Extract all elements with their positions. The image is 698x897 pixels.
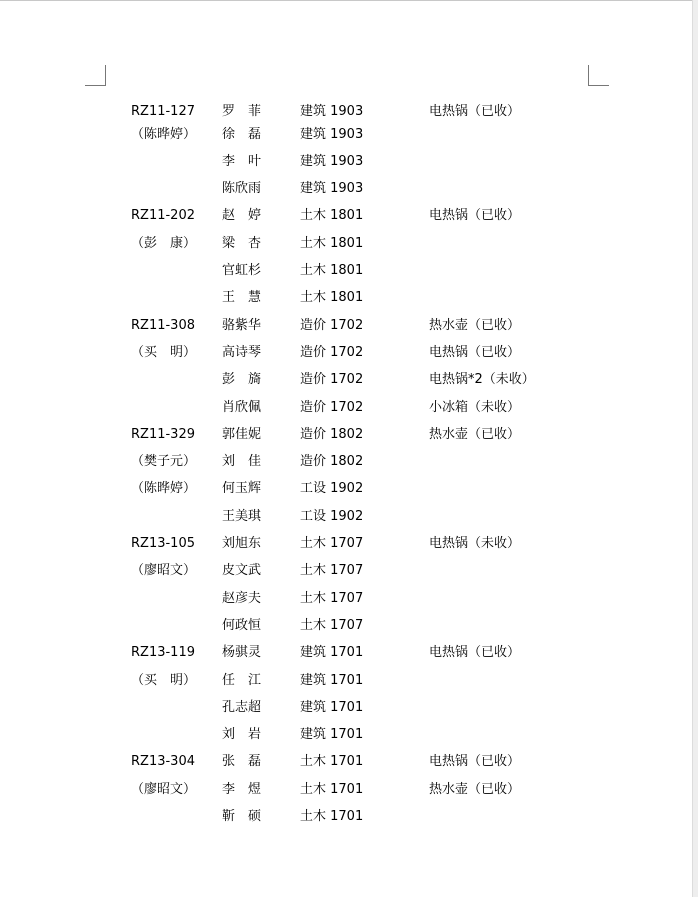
- student-name: 陈欣雨: [222, 181, 262, 196]
- room-label: （廖昭文）: [131, 563, 197, 578]
- class-label: 造价 1702: [300, 372, 364, 387]
- item-label: 热水壶（已收）: [429, 318, 521, 333]
- room-label: （廖昭文）: [131, 782, 197, 797]
- table-row: [0, 616, 698, 636]
- class-label: 建筑 1903: [300, 104, 364, 119]
- item-label: 电热锅（已收）: [429, 754, 521, 769]
- student-name: 赵 婷: [222, 208, 262, 223]
- student-name: 何政恒: [222, 618, 262, 633]
- student-name: 任 江: [222, 673, 262, 688]
- room-label: （彭 康）: [131, 236, 197, 251]
- class-label: 建筑 1701: [300, 727, 364, 742]
- room-label: RZ11-202: [131, 208, 195, 223]
- room-label: （买 明）: [131, 673, 197, 688]
- student-name: 何玉辉: [222, 481, 262, 496]
- class-label: 建筑 1903: [300, 154, 364, 169]
- room-label: RZ13-105: [131, 536, 195, 551]
- table-row: [0, 561, 698, 581]
- student-name: 徐 磊: [222, 127, 262, 142]
- class-label: 工设 1902: [300, 481, 364, 496]
- item-label: 热水壶（已收）: [429, 782, 521, 797]
- class-label: 土木 1707: [300, 618, 364, 633]
- page-top-border: [0, 0, 698, 1]
- class-label: 土木 1701: [300, 782, 364, 797]
- student-name: 赵彦夫: [222, 591, 262, 606]
- table-row: [0, 507, 698, 527]
- student-name: 皮文武: [222, 563, 262, 578]
- class-label: 建筑 1903: [300, 127, 364, 142]
- table-row: [0, 370, 698, 390]
- room-label: RZ11-308: [131, 318, 195, 333]
- class-label: 建筑 1701: [300, 645, 364, 660]
- student-name: 彭 旖: [222, 372, 262, 387]
- student-name: 刘旭东: [222, 536, 262, 551]
- table-row: [0, 479, 698, 499]
- class-label: 土木 1801: [300, 290, 364, 305]
- table-row: [0, 125, 698, 145]
- student-name: 官虹杉: [222, 263, 262, 278]
- student-name: 杨骐灵: [222, 645, 262, 660]
- class-label: 土木 1707: [300, 591, 364, 606]
- room-label: RZ11-127: [131, 104, 195, 119]
- class-label: 土木 1707: [300, 563, 364, 578]
- student-name: 李 叶: [222, 154, 262, 169]
- room-label: RZ13-304: [131, 754, 195, 769]
- student-name: 刘 岩: [222, 727, 262, 742]
- student-name: 刘 佳: [222, 454, 262, 469]
- student-name: 郭佳妮: [222, 427, 262, 442]
- item-label: 电热锅（已收）: [429, 345, 521, 360]
- room-label: RZ11-329: [131, 427, 195, 442]
- table-row: [0, 261, 698, 281]
- student-name: 肖欣佩: [222, 400, 262, 415]
- room-label: （陈晔婷）: [131, 481, 197, 496]
- item-label: 小冰箱（未收）: [429, 400, 521, 415]
- item-label: 电热锅（已收）: [429, 645, 521, 660]
- class-label: 造价 1802: [300, 427, 364, 442]
- student-name: 孔志超: [222, 700, 262, 715]
- item-label: 电热锅（已收）: [429, 208, 521, 223]
- class-label: 建筑 1701: [300, 673, 364, 688]
- student-name: 骆紫华: [222, 318, 262, 333]
- table-row: [0, 152, 698, 172]
- class-label: 土木 1801: [300, 208, 364, 223]
- student-name: 王美琪: [222, 509, 262, 524]
- table-row: [0, 102, 698, 122]
- table-row: [0, 725, 698, 745]
- table-row: [0, 589, 698, 609]
- student-name: 罗 菲: [222, 104, 262, 119]
- table-row: [0, 316, 698, 336]
- item-label: 热水壶（已收）: [429, 427, 521, 442]
- table-row: [0, 206, 698, 226]
- table-row: [0, 698, 698, 718]
- margin-corner-left: [85, 65, 106, 86]
- table-row: [0, 398, 698, 418]
- class-label: 土木 1701: [300, 754, 364, 769]
- class-label: 造价 1702: [300, 318, 364, 333]
- class-label: 土木 1801: [300, 263, 364, 278]
- class-label: 土木 1701: [300, 809, 364, 824]
- table-row: [0, 234, 698, 254]
- class-label: 造价 1802: [300, 454, 364, 469]
- class-label: 造价 1702: [300, 345, 364, 360]
- margin-corner-right: [588, 65, 609, 86]
- class-label: 建筑 1701: [300, 700, 364, 715]
- table-row: [0, 671, 698, 691]
- student-name: 靳 硕: [222, 809, 262, 824]
- student-name: 张 磊: [222, 754, 262, 769]
- table-row: [0, 780, 698, 800]
- student-name: 高诗琴: [222, 345, 262, 360]
- table-row: [0, 643, 698, 663]
- room-label: （樊子元）: [131, 454, 197, 469]
- item-label: 电热锅*2（未收）: [429, 372, 535, 387]
- class-label: 土木 1801: [300, 236, 364, 251]
- item-label: 电热锅（未收）: [429, 536, 521, 551]
- table-row: [0, 807, 698, 827]
- student-name: 王 慧: [222, 290, 262, 305]
- room-label: （陈晔婷）: [131, 127, 197, 142]
- class-label: 工设 1902: [300, 509, 364, 524]
- class-label: 土木 1707: [300, 536, 364, 551]
- class-label: 建筑 1903: [300, 181, 364, 196]
- table-row: [0, 425, 698, 445]
- table-row: [0, 288, 698, 308]
- table-row: [0, 452, 698, 472]
- student-name: 梁 杏: [222, 236, 262, 251]
- room-label: RZ13-119: [131, 645, 195, 660]
- table-row: [0, 752, 698, 772]
- student-name: 李 煜: [222, 782, 262, 797]
- class-label: 造价 1702: [300, 400, 364, 415]
- room-label: （买 明）: [131, 345, 197, 360]
- item-label: 电热锅（已收）: [429, 104, 521, 119]
- table-row: [0, 343, 698, 363]
- table-row: [0, 179, 698, 199]
- table-row: [0, 534, 698, 554]
